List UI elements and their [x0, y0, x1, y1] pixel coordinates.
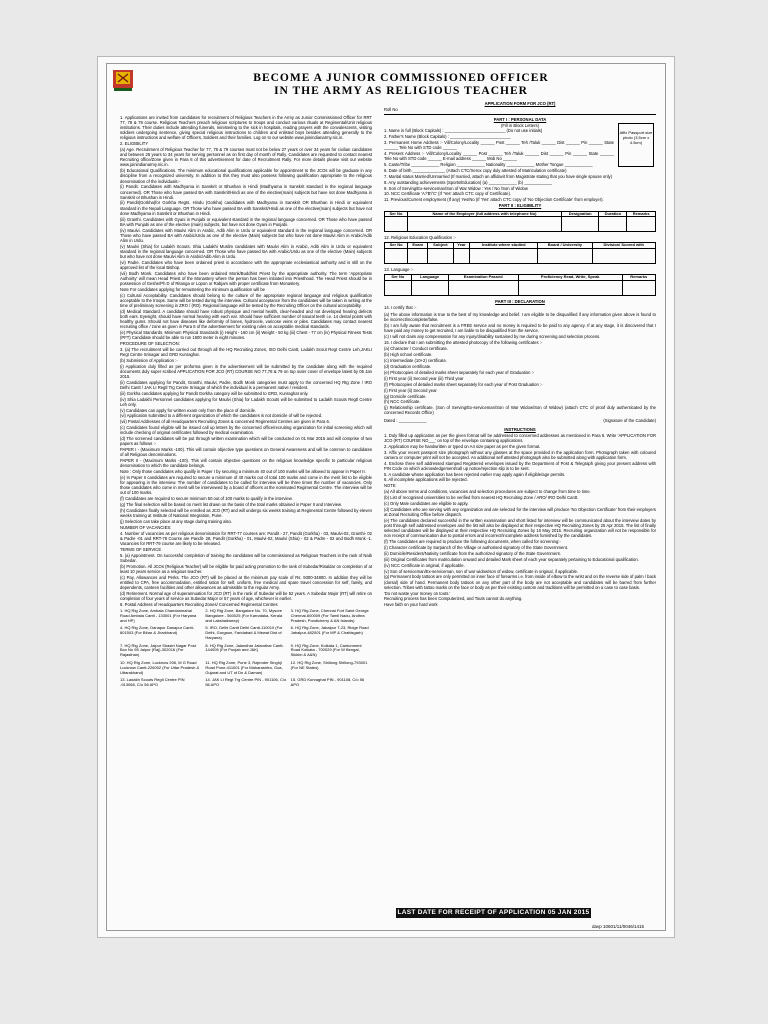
- body-paragraph: (h) Candidates finally selected will be enrolled as JCO (RT) and will undergo six weeks training at Regimental Centre followed by eleven weeks training at Institute of National Integration, Pune.: [120, 508, 372, 519]
- table-header-cell: Subject: [428, 243, 453, 249]
- signature-label: (Signature of the Candidate): [603, 417, 656, 423]
- instruction-item: (f) The candidates are required to produce the following documents, when called for screening:-: [384, 539, 561, 545]
- table-header-cell: Ser No: [385, 275, 412, 281]
- religious-edu-label: 12. Religious Education Qualification :-: [384, 235, 456, 241]
- instruction-item: 4. Enclose three self addressed stamped Registered envelopes issued by the Department of Post & Telegraph giving your present address with PIN Code on which acknowledgement/call up notice/rejection slip is to be sent.: [384, 460, 656, 471]
- body-paragraph: (f) Candidates are required to secure minimum 50 out of 100 marks to qualify in the interview.: [120, 496, 293, 502]
- certificate-item: (f) Photocopies of detailed marks sheet separately for each year of Post Graduation :-: [384, 381, 543, 387]
- certificate-item: (d) Graduation certificate.: [384, 364, 432, 370]
- davp-reference: davp 10601/11/0046/1415: [592, 924, 644, 929]
- body-paragraph: (d) Retirement. Normal age of superannuation for JCO (RT) in the rank of Subedar will be 52 years. A Subedar Major (RT) will retire on completion of four years of service as Subedar Major or 57 years of age, whichever is earlier.: [120, 590, 372, 601]
- hq-address: 12. HQ Rtg Zone, Shillong Shillong-793001 (For NE States): [290, 660, 368, 670]
- body-paragraph: PAPER I - (Maximum Marks -100). This will contain objective type questions on General Awareness and will be common to candidates of all Religious denominations.: [120, 447, 372, 458]
- body-paragraph: (c) Candidates found eligible will be issued call up letters by the concerned office/recruiting organization for initial screening which will include checking of original certificates followed by medical examination.: [120, 425, 372, 436]
- form-field-line: 3. Permanent Home Address :- Vill/Colony/Locality ______ Post ______ Teh /Taluk ______ Dist ______ Pin ______ State ______ Tele No with STD code ______: [384, 140, 614, 151]
- part1-subheading: (Fill in Block Letters): [501, 123, 539, 129]
- photo-box: Affix Passport size photo (3.5cm x 4.5cm): [618, 123, 654, 167]
- instruction-item: NOTE: [384, 483, 396, 489]
- certificate-item: (a) Character / Conduct certificate.: [384, 346, 449, 352]
- instruction-item: (e) The candidates declared successful in the written examination and short listed for interview will be communicated about the interview dates by post through self addressed envelopes and the list will also be displayed at their respective HQ Recruiting Zones by 25 Apr 2015. The list of finally selected candidates will be displayed at their respective HQ Recruiting Zones by 10 May 2015. Recruiting organization will not be responsible for non receipt of communication due to postal errors and incorrect/incomplete address furnished by the candidates.: [384, 517, 656, 539]
- part2-heading: PART II : ELIGIBILITY: [498, 203, 542, 209]
- table-header-cell: Ser No: [385, 243, 408, 249]
- hq-address: 9. HQ Rtg Zone, Kolkata 1, Cantonment Road Kolkata - 700029 (For W Bengal, Sikkim & A&N): [290, 642, 362, 658]
- form-field-line: 2. Father's Name (Block Capitals) : __________________________: [384, 134, 511, 140]
- form-field-line: 1. Name in full (Block Capitals) : __________________________ (Do not use initials): [384, 128, 543, 134]
- hq-address: 14. JAK LI Regt Trg Centre PIN - 901106, C/o 56 APO: [205, 677, 287, 688]
- instruction-item: 2. Application may be handwritten or typed on A4 size paper as per the given format.: [384, 443, 541, 449]
- certificate-list: [384, 346, 656, 415]
- hq-address: 1. HQ Rtg Zone, Ambala Chandanmahal Road Ambala Cantt - 133001 (For Haryana and HP): [120, 607, 197, 623]
- certificate-item: (c) Intermediate (10+2) certificate.: [384, 358, 447, 364]
- form-heading: APPLICATION FORM FOR JCO (RT): [484, 101, 556, 106]
- education-table: [384, 242, 656, 264]
- headline-line-1: BECOME A JUNIOR COMMISSIONED OFFICER: [253, 72, 549, 84]
- instruction-item: (i) Character certificate by Sarpanch of the Village or authorised signatory of the State Government.: [384, 544, 569, 550]
- left-paragraphs: [120, 115, 372, 607]
- form-field-line: 4. Present Address :- Vill/Colony/Locality ______ Post ______ Teh /Taluk ______ Dist ______ Pin ______ State ______ Tele No with STD code ______ E-mail address ______ Mob No ______: [384, 151, 614, 162]
- instruction-item: (iii) Original Certificates from matriculation onward and detailed Mark sheet of each year separately pertaining to Educational qualification.: [384, 556, 639, 562]
- last-date-banner: LAST DATE FOR RECEIPT OF APPLICATION 05 JAN 2015: [397, 909, 590, 916]
- body-paragraph: (i) Application duly filled as per proforma given in the advertisement will be submitted by the candidate along with the required documents duly super scribed APPLICATION FOR JCO (RT) COURSE NO 77,78 & 79 on top outer cover of envelope latest by 05 Jan 2015.: [120, 363, 372, 379]
- body-paragraph: NUMBER OF VACANCIES:: [120, 524, 172, 530]
- body-paragraph: (b) Educational Qualifications. The minimum educational qualifications applicable for appointment to the JCOs will be graduate in any discipline from a recognized university. In addition to this they must also possess following qualification appropriate to the religious denomination of the individuals:-: [120, 168, 372, 184]
- instruction-item: 'Do not waste your money on touts.': [384, 590, 451, 596]
- declaration-item: (c) I will not claim any compensation for any injury/disability sustained by me during screening and selection process.: [384, 333, 601, 339]
- table-header-cell: Proficiency Read, Write, Speak: [518, 275, 622, 281]
- part1-heading: PART I : PERSONAL DATA: [493, 117, 547, 123]
- body-paragraph: (c) Pay, Allowances and Perks. The JCO (RT) will be placed at the minimum pay scale of Rs. 9300-34800. In addition they will be entitled to CPA, free accommodation, entitled ration for self, uniform, free medical and spare travel concession for self, family, and dependents, canteen facilities and other allowances as admissible to the regular Army.: [120, 574, 372, 590]
- body-paragraph: (vi) Application submitted to a different organization of which the candidates is not domicile of will be rejected.: [120, 413, 323, 419]
- advertisement-sheet: [97, 56, 675, 938]
- hq-address: 7. HQ Rtg Zone, Jaipur Shastri Nagar Post Box No 95 Jaipur (Raj)-302016 (For Rajasthan): [120, 642, 196, 658]
- body-paragraph: Note For candidates applying for remustering the minimum qualification will be: [120, 286, 266, 292]
- body-paragraph: PROCEDURE OF SELECTION:: [120, 340, 180, 346]
- body-paragraph: (ii) Pandit(Gorkha)for Gorkha Regts. Hindu (Gorkha) candidates with Madhyama in Sanskrit OR Bhushan in Hindi or equivalent standard in the Nepali Language. OR Those who have passed BA with Sanskrit/Hindi as one of the elective(main) subjects but have not done Madhyama in Sanskrit or Bhushan in Hindi.: [120, 200, 372, 216]
- instruction-item: (v) Son of serviceman/Ex-serviceman, son of war widow/son of widow, certificate in original, if applicable.: [384, 568, 579, 574]
- body-paragraph: (b) Promotion. All JCOs (Religious Teacher) will be eligible for paid acting promotion to the rank of Subedar/Risaldar on completion of at least 10 years service as a religious teacher.: [120, 563, 372, 574]
- instruction-item: 6. All incomplete applications will be rejected.: [384, 477, 468, 483]
- body-paragraph: (j) Selection can take place at any stage during training also.: [120, 519, 232, 525]
- language-label: 13. Language :-: [384, 267, 414, 273]
- declarations: [384, 312, 656, 339]
- certificate-item: (i) First year (ii) Second year (iii) Third year: [384, 375, 464, 381]
- army-emblem-icon: [110, 67, 136, 93]
- table-header-cell: Remarks: [627, 211, 656, 217]
- body-paragraph: (ii) Candidates applying for Pandit, Granthi, Maulvi, Padre, Bodh Monk categories must apply to the concerned HQ Rtg Zone / IRO Delhi Cantt / JAK LI Regtl Trg Centre Srinagar of which the individual is a permanent native / resident.: [120, 379, 372, 390]
- body-paragraph: (i) Pandit. Candidates with Madhyama in Sanskrit or Bhushan in Hindi (Madhyama in Sanskrit standard in the regional language concerned). OR Those who have passed BA with Sanskrit/Hindi as one of the elective(main) subjects but have not done Madhyama in Sanskrit or Bhushan in Hindi.: [120, 184, 372, 200]
- form-field-line: 7. Marital status Married/Unmarried (If married, attach an affidavit from Magistrate stating that you have single spouse only): [384, 173, 613, 179]
- instructions-list: [384, 433, 656, 608]
- certificate-item: (j) Relationship certificate. (Son of Serving/Ex-serviceman/Son of War Widow/Son of Widow) (attach CTC of proof duly authenticated by the concerned Records Office): [384, 405, 656, 416]
- body-paragraph: 3. (a) The recruitment will be carried out through all the HQ Recruiting Zones, ISO Delhi Cantt, Ladakh Scout Regt Centre Leh,JAKLI Regt Centre Srinagar and GRD Kunraghat.: [120, 346, 372, 357]
- instruction-item: 1. Duly filled up application as per the given format will be addressed to concerned addresses as mentioned in Para 6. Write 'APPLICATION FOR JCO (RT) COURSE NO___' on top of the envelope containing applications.: [384, 432, 656, 443]
- table-header-cell: Division/ Scored with: [592, 243, 655, 249]
- table-header-cell: Language: [411, 275, 448, 281]
- instruction-item: (b) List of recognised universities to be verified from nearest HQ Recruiting Zone / ARO/ IRO Delhi Cantt.: [384, 495, 579, 501]
- table-header-cell: Designation: [562, 211, 599, 217]
- body-paragraph: (iv) Maulvi. Candidates with Maulvi Alim in Arabic, Adib Alim in Urdu or equivalent standard in the regional language concerned. OR Those who have passed BA with Arabic/Urdu as one of the elective (Main) subjects but who have not done Maulvi Alim in Arabic/Adib Alim in Urdu.: [120, 227, 372, 243]
- form-fields: [384, 128, 614, 202]
- instruction-item: (a) All above terms and conditions, vacancies and selection procedures are subject to change from time to time.: [384, 489, 591, 495]
- instruction-item: Have faith on your hard work: [384, 602, 438, 608]
- hq-address: 3. HQ Rtg Zone, Chennai Fort Saint George Chennai-600009 (For Tamil Nadu, Andhra Pradesh, Pondicherry & AN Islands): [290, 607, 369, 623]
- body-paragraph: 5. (a) Appointment. On successful completion of training the candidates will be commissioned as Religious Teachers in the rank of Naib Subedar.: [120, 552, 372, 563]
- body-paragraph: 1. Applications are invited from candidates for recruitment of Religious Teachers in the Army as Junior Commissioned Officer for RRT 77, 78 & 79 course. Religious Teachers preach religious scriptures to troops and conduct various rituals at Regimental/Unit religious institutions. Their duties include attending funerals, ministering to the sick in hospitals, reading prayers with the convalescents, visiting soldiers undergoing sentence, giving special religious instructions to children and enlisted boys besides attending generally to the religious instructions and welfare of Officers, Soldiers and their families. Log on to our website www.joinindianarmy.nic.in.: [120, 115, 372, 141]
- body-paragraph: (vii) Bodh Monk. Candidates who have been ordained Monk/Buddhist Priest by the appropriate authority. The term 'Appropriate Authority' will mean Head Priest of the Monastery where the person has been initiated into Priesthood. The Head Priest should be in possession of Geshe/Ph D of Ritanga or Lopon or Rabjam with proper certificate from Monastery.: [120, 270, 372, 286]
- instruction-item: (iv) NCC Certificate in original, if applicable.: [384, 562, 465, 568]
- body-paragraph: (e) In Paper II candidates are required to secure a minimum of 40 marks out of total 100 marks and come in the merit list to be eligible for appearing in the interview. The number of candidates to be called for interview will be three times the number of vacancies. Only those candidates who come in merit will be interviewed by a board of officers at the nominated Regimental Centre. The interview will be out of 100 marks.: [120, 475, 372, 496]
- instruction-item: Recruiting process has been Computerized, and Touts cannot do anything.: [384, 596, 523, 602]
- instruction-item: (g) Permanent body tattoos are only permitted on inner face of forearms i.e. from inside of elbow to the wrist and on the reverse side of palm / back (dorsal) side of hand. Permanent body tattoos on any other part of the body are not acceptable and candidates will be barred from further selection. Tribes with tattoo marks on the face or body as per their existing custom and traditions will be permitted on a case to case basis.: [384, 574, 656, 590]
- form-field-line: 8. Any outstanding achievements (Sports/Education) (a) ____________ (b) ____________: [384, 179, 553, 185]
- hq-address: 2. HQ Rtg Zone, Bangalore No. 70, Mysore Bangalore - 560025 (For Karnataka, Kerala and Lakshadweep): [205, 607, 283, 623]
- table-header-cell: Board / University: [538, 243, 592, 249]
- certificate-item: (h) NCC Certificate.: [384, 399, 421, 405]
- headline-line-2: IN THE ARMY AS RELIGIOUS TEACHER: [274, 85, 528, 97]
- certificate-item: (i) First year (ii) Second year: [384, 387, 437, 393]
- declaration-item: (b) I am fully aware that recruitment is a FREE service and no money is required to be paid to any agency. If at any stage, it is discovered that I have paid any money to get recruited, I am liable to be disqualified from the service.: [384, 322, 656, 333]
- body-paragraph: (a) Age. Recruitment of Religious Teacher for 77, 78 & 79 courses must not be below 27 years or over 34 years for civilian candidates and between 25 years to 34 years for serving personnel as on first day of month of Rally. Candidates are requested to contact nearest Recruiting office/Zone given in Para 6 of this advertisement for date of Recruitment Rally. For more details please visit our website www.joinindianarmy.nic.in.: [120, 147, 372, 168]
- certificate-item: (b) High school certificate.: [384, 352, 433, 358]
- certificates-label: 15. I declare that I am submitting the attested photocopy of the following certificates :-: [384, 339, 543, 345]
- body-paragraph: (vii) Postal Addresses of all Headquarters Recruiting Zones & concerned Regimental Centres are given in Para 6.: [120, 419, 330, 425]
- form-field-line: 11. Previous/Current employment (If any) Yes/No (If 'Yes' attach CTC copy of 'No Objection Certificate' from employer).: [384, 197, 604, 203]
- body-paragraph: 4. Number of vacancies as per religious denomination for RRT-77 courses are: Pandit - 27, Pandit (Gorkha) - 03, Maulvi-02, Granthi- 02 & Padre -01 and RRT-78 Course are Pandit- 28, Pandit (Gorkha) - 01, Maulvi-02, Maulvi (Shia) - 02 & Padre - 02 and Bodh Monk -1. Vacancies for RRT-79 course are likely to be released.: [120, 530, 372, 546]
- roll-no-label: Roll No: [384, 107, 398, 113]
- body-paragraph: (g) The final selection will be based on merit list drawn on the basis of the total marks obtained in Paper II and Interview.: [120, 502, 342, 508]
- instruction-item: 5. A candidate whose application has been rejected earlier may apply again if eligible/age permits.: [384, 471, 566, 477]
- form-field-line: 10. NCC Certificate 'A'/'B'/'C' (If 'Yes' attach CTC copy of Certificate).: [384, 191, 512, 197]
- part3-heading: PART III : DECLARATION: [495, 299, 545, 305]
- hq-address: 15. GRD Kunraghat PIN - 901108, C/o 56 APO: [290, 677, 365, 688]
- roll-no-line: [384, 107, 656, 115]
- body-paragraph: (iii) Gorkha candidates applying for Pandit Gorkha category will be submitted to GRD, Kunraghat only.: [120, 390, 309, 396]
- body-paragraph: 6. Postal Address of Headquarters Recruiting Zones/ Concerned Regimental Centres: [120, 601, 278, 607]
- language-table: [384, 274, 656, 296]
- form-field-line: 6. Date of birth ______________ (Attach CTC/Xerox copy duly attested of Matriculation certificate): [384, 167, 567, 173]
- table-header-cell: Examination Passed: [448, 275, 518, 281]
- table-header-cell: Remarks: [622, 275, 655, 281]
- certify-label: 14. I certify that :-: [384, 305, 417, 311]
- form-field-line: 5. Caste/Tribe ____________ Religion ____________ Nationality ____________ Mother Tongue ____________: [384, 162, 593, 168]
- body-paragraph: (c) Cultural Acceptability. Candidates should belong to the culture of the appropriate regional language and religious qualification acceptable to the troops. Same will be tested during the interview. Cultural acceptance from the candidates will be taken in writing at the time of preliminary screening in ZRO / (RO). Regional language will be tested by the Recruiting Officer on the cultural acceptability.: [120, 292, 372, 308]
- hq-address: 4. HQ Rtg Zone, Danapur Danapur Cantt-801503 (For Bihar & Jharkhand): [120, 625, 195, 636]
- hq-address: 5. IRO, Delhi Cantt Delhi Cantt-110010 (For Delhi, Gurgaon, Faridabad & Mewat Dist of Haryana): [205, 625, 283, 640]
- body-paragraph: (iii) Granthi. Candidates with Gyani in Punjabi or equivalent standard in the regional language concerned. OR Those who have passed BA with Punjabi as one of the elective (main) subjects, but have not done Gyani in Punjabi.: [120, 216, 372, 227]
- right-column: [384, 100, 656, 896]
- body-paragraph: (e) Physical Standards. Minimum Physical Standards (i) Height - 160 cm (ii) Weight - 50 kg (iii) Chest - 77 cm (iv) Physical Fitness Tests (PFT) Candidate should be able to run 1600 meter in eight minutes.: [120, 329, 372, 340]
- body-paragraph: PAPER II - (Maximum Marks -100). This will contain objective questions on the religious knowledge specific to particular religious denomination to which the candidate belongs.: [120, 458, 372, 469]
- body-paragraph: (vi) Padre. Candidates who have been ordained priest in accordance with the appropriate ecclesiastical authority and is still on the approved list of the local Bishop.: [120, 259, 372, 270]
- hq-address: 6. HQ Rtg Zone, Jabalpur T-23, Ridge Road Jabalpur-482001 (For MP & Chattisgarh): [290, 625, 369, 636]
- instruction-item: (c) Only Male candidates are eligible to apply.: [384, 501, 469, 507]
- hq-address: 10. HQ Rtg Zone, Lucknow 206, M G Road Lucknow Cantt-226002 (For Uttar Pradesh & Uttarakhand): [120, 660, 200, 675]
- body-paragraph: TERMS OF SERVICE: [120, 546, 162, 552]
- table-header-cell: Duration: [599, 211, 627, 217]
- signature-row: [384, 418, 656, 423]
- table-header-cell: Institute where studied: [470, 243, 538, 249]
- instruction-item: (d) Candidates who are serving with any organization and are selected for the interview will produce 'No Objection Certificate' from their employers at Zonal Recruiting Office before dispatch.: [384, 506, 656, 518]
- hq-address-grid: [120, 609, 372, 688]
- form-field-line: 9. Son of Serving/Ex-serviceman/Son of War Widow : Yes / No /Son of Widow: [384, 185, 528, 191]
- body-paragraph: 2. ELIGIBILITY: [120, 141, 149, 147]
- table-header-cell: Exam: [408, 243, 428, 249]
- body-paragraph: (b) Submission of Application :-: [120, 357, 178, 363]
- hq-address: 11. HQ Rtg Zone, Pune 3, Rajender Singhji Road Pune-411001 (For Maharashtra, Goa, Gujarat and UT of Dn & Daman): [205, 660, 283, 675]
- table-header-cell: Year: [453, 243, 470, 249]
- body-paragraph: (d) The screened candidates will be put through written examination which will be conducted on 01 Mar 2015 and will comprise of two papers as follows :-: [120, 436, 372, 447]
- certificate-item: (g) Domicile certificate.: [384, 393, 427, 399]
- declaration-item: (a) The above information is true to the best of my knowledge and belief. I am eligible to be disqualified if any information given above is found to be incorrect/incomplete/false.: [384, 311, 656, 323]
- body-paragraph: (v) Candidates can apply for written exam only from the place of domicile.: [120, 407, 257, 413]
- table-header-cell: Ser No: [385, 211, 408, 217]
- certificate-item: (e) Photocopies of detailed marks sheet separately for each year of Graduation :-: [384, 370, 535, 376]
- body-paragraph: (d) Medical Standard. A candidate should have robust physique and mental health, clear-headed and not developed hearing defects both ears. Eyesight, should have normal hearing with each ear. Should have sufficient number of natural teeth i.e. 14 dental points with healthy gums. Should not have diseases like deformity of bones, hydrocele, varicose veins or piles. Candidates may contact nearest recruiting office / zone as given in Para 6 of the advertisement for existing rules on acceptable medical standards.: [120, 308, 372, 330]
- left-column: [120, 115, 372, 901]
- instruction-item: (ii) Domicile/Resident/Nativity certificate from the authorized signatory of the State Government.: [384, 550, 561, 556]
- instructions-heading: INSTRUCTIONS: [504, 426, 536, 432]
- hq-address: 8. HQ Rtg Zone, Jalandhar Jalandhar Cantt-144005 (For Punjab and J&K): [205, 642, 284, 653]
- hq-address: 13. Ladakh Scouts Regtl Centre PIN -913068, C/o 56 APO: [120, 677, 185, 688]
- body-paragraph: (v) Maulvi (Shia) for Ladakh Scouts. Shia Ladakhi Muslim candidates with Maulvi Alim in Arabic, Adib Alim in Urdu or equivalent standard in the regional language concerned. OR Those who have passed BA with Arabic/Urdu as one of the elective (Main) subjects but who have not done Maulvi Alim in Arabic/Adib Alim in Urdu.: [120, 243, 372, 259]
- body-paragraph: Note : Only those candidates who qualify in Paper I by securing a minimum 40 out of 100 marks will be allowed to appear in Paper II.: [120, 469, 366, 475]
- dated-field: Dated : ____________: [384, 417, 427, 423]
- table-header-cell: Name of the Employer (full address with telephone No): [407, 211, 561, 217]
- instruction-item: 3. Affix your recent passport size photograph without any glasses at the space provided in the application form. Photograph taken with coloured camera or computer print will not be accepted. An additional self attested photograph also be submitted along with application form.: [384, 449, 656, 460]
- employment-table: [384, 211, 656, 233]
- body-paragraph: (iv) Shia Ladakhi Personnel candidates applying for Maulvi (Shia) for Ladakh Scouts will be submitted to Ladakh Scouts Regtl Centre Leh only.: [120, 396, 372, 407]
